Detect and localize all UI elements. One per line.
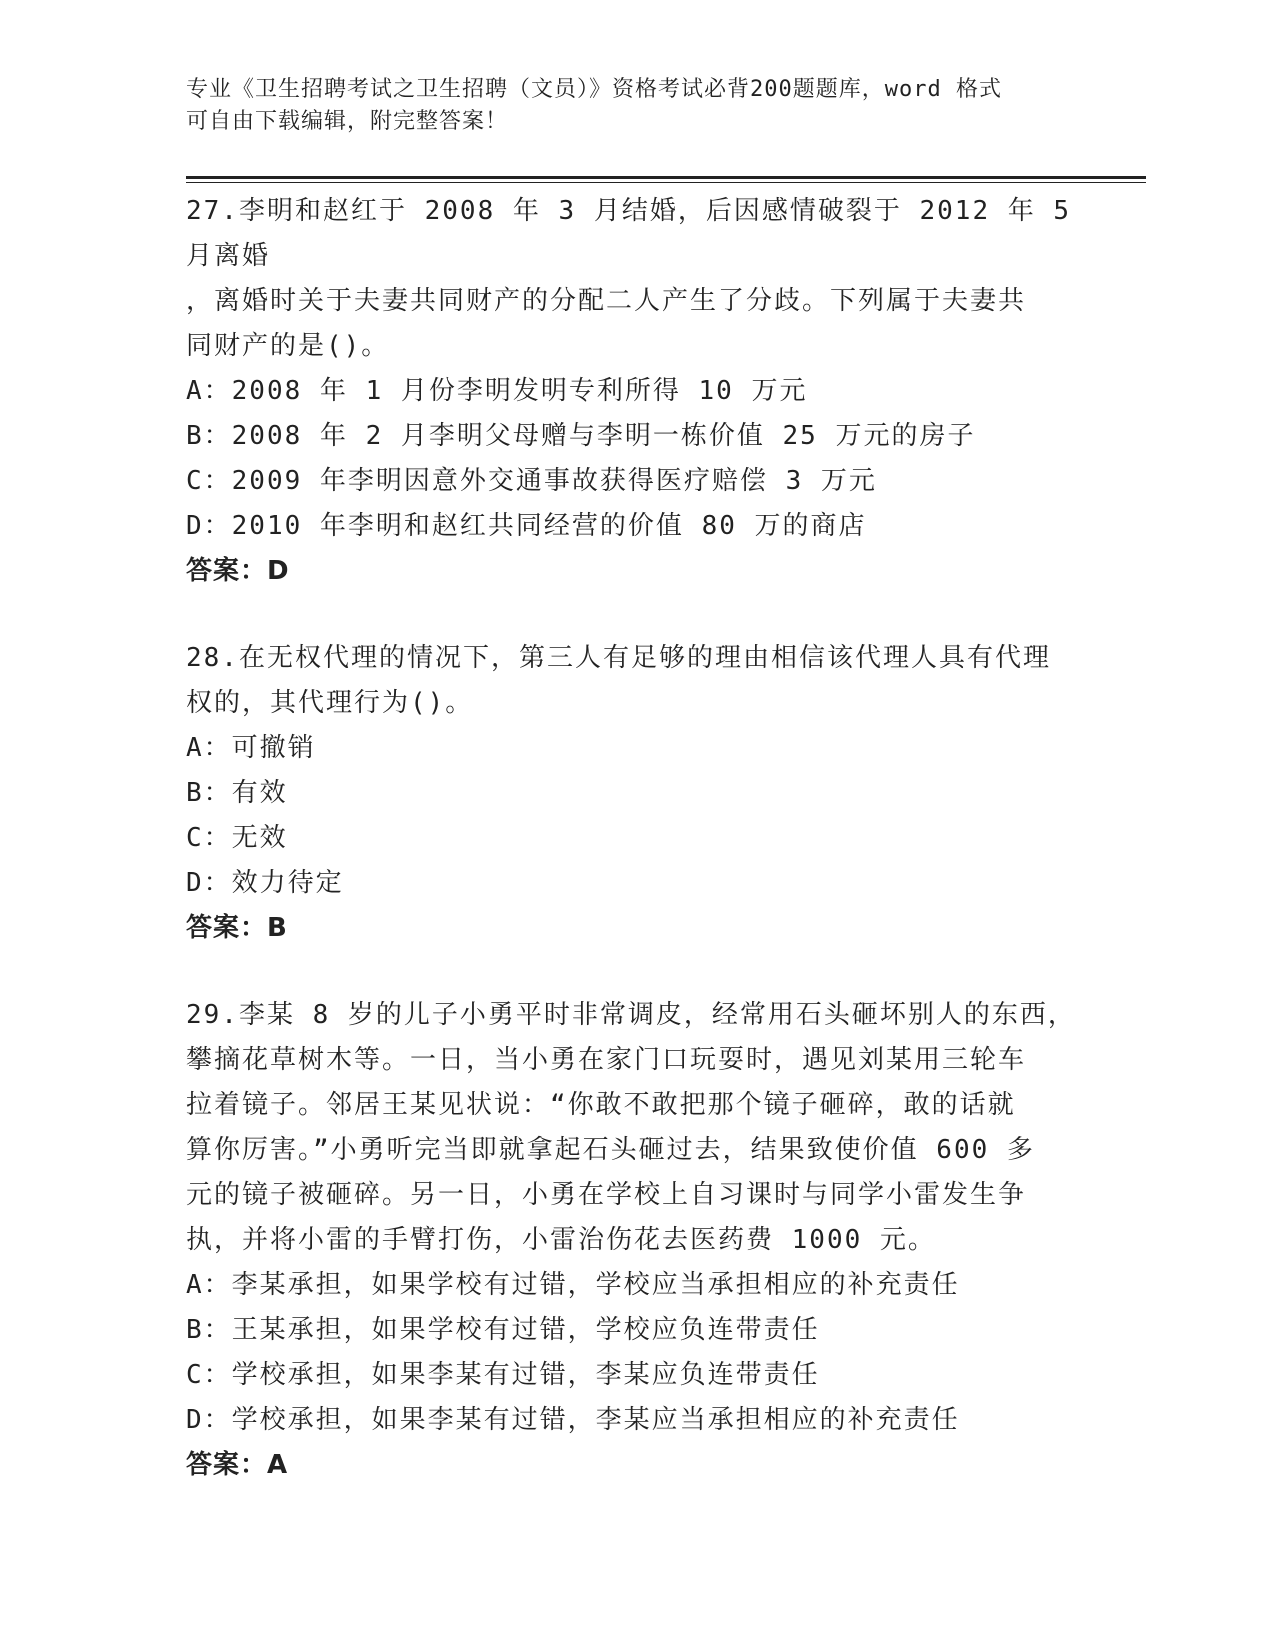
stem-line: ，离婚时关于夫妻共同财产的分配二人产生了分歧。下列属于夫妻共 xyxy=(186,286,1027,316)
option-a: A：李某承担，如果学校有过错，学校应当承担相应的补充责任 xyxy=(186,1270,960,1300)
option-c: C：2009 年李明因意外交通事故获得医疗赔偿 3 万元 xyxy=(186,466,877,496)
answer-label: 答案：B xyxy=(186,913,288,943)
stem-line: 权的，其代理行为()。 xyxy=(186,688,474,718)
stem-line: 28.在无权代理的情况下，第三人有足够的理由相信该代理人具有代理 xyxy=(186,643,1051,673)
option-c: C：无效 xyxy=(186,823,288,853)
stem-line: 算你厉害。”小勇听完当即就拿起石头砸过去，结果致使价值 600 多 xyxy=(186,1135,1035,1165)
option-d: D：2010 年李明和赵红共同经营的价值 80 万的商店 xyxy=(186,511,867,541)
question-stem xyxy=(186,636,1076,726)
answer-label: 答案：A xyxy=(186,1450,289,1480)
question-29 xyxy=(186,993,1076,1488)
option-b: B：有效 xyxy=(186,778,288,808)
stem-line: 29.李某 8 岁的儿子小勇平时非常调皮，经常用石头砸坏别人的东西， xyxy=(186,1000,1076,1030)
stem-line: 同财产的是()。 xyxy=(186,331,390,361)
question-stem xyxy=(186,993,1076,1263)
question-stem xyxy=(186,189,1076,369)
option-b: B：2008 年 2 月李明父母赠与李明一栋价值 25 万元的房子 xyxy=(186,421,976,451)
answer-label: 答案：D xyxy=(186,556,290,586)
option-a: A：2008 年 1 月份李明发明专利所得 10 万元 xyxy=(186,376,808,406)
stem-line: 攀摘花草树木等。一日，当小勇在家门口玩耍时，遇见刘某用三轮车 xyxy=(186,1045,1027,1075)
document-header xyxy=(186,74,1086,138)
question-27 xyxy=(186,189,1076,594)
option-b: B：王某承担，如果学校有过错，学校应负连带责任 xyxy=(186,1315,820,1345)
header-line-2: 可自由下载编辑，附完整答案！ xyxy=(186,109,509,134)
option-c: C：学校承担，如果李某有过错，李某应负连带责任 xyxy=(186,1360,820,1390)
stem-line: 27.李明和赵红于 2008 年 3 月结婚，后因感情破裂于 2012 年 5 月离婚 xyxy=(186,196,1072,271)
stem-line: 元的镜子被砸碎。另一日，小勇在学校上自习课时与同学小雷发生争 xyxy=(186,1180,1027,1210)
question-28 xyxy=(186,636,1076,951)
stem-line: 执，并将小雷的手臂打伤，小雷治伤花去医药费 1000 元。 xyxy=(186,1225,936,1255)
question-list xyxy=(186,189,1076,1530)
option-d: D：效力待定 xyxy=(186,868,344,898)
option-d: D：学校承担，如果李某有过错，李某应当承担相应的补充责任 xyxy=(186,1405,960,1435)
header-line-1: 专业《卫生招聘考试之卫生招聘（文员）》资格考试必背200题题库，word 格式 xyxy=(186,77,1002,102)
header-divider-thin xyxy=(186,182,1146,183)
header-divider-thick xyxy=(186,176,1146,179)
option-a: A：可撤销 xyxy=(186,733,316,763)
stem-line: 拉着镜子。邻居王某见状说：“你敢不敢把那个镜子砸碎，敢的话就 xyxy=(186,1090,1016,1120)
